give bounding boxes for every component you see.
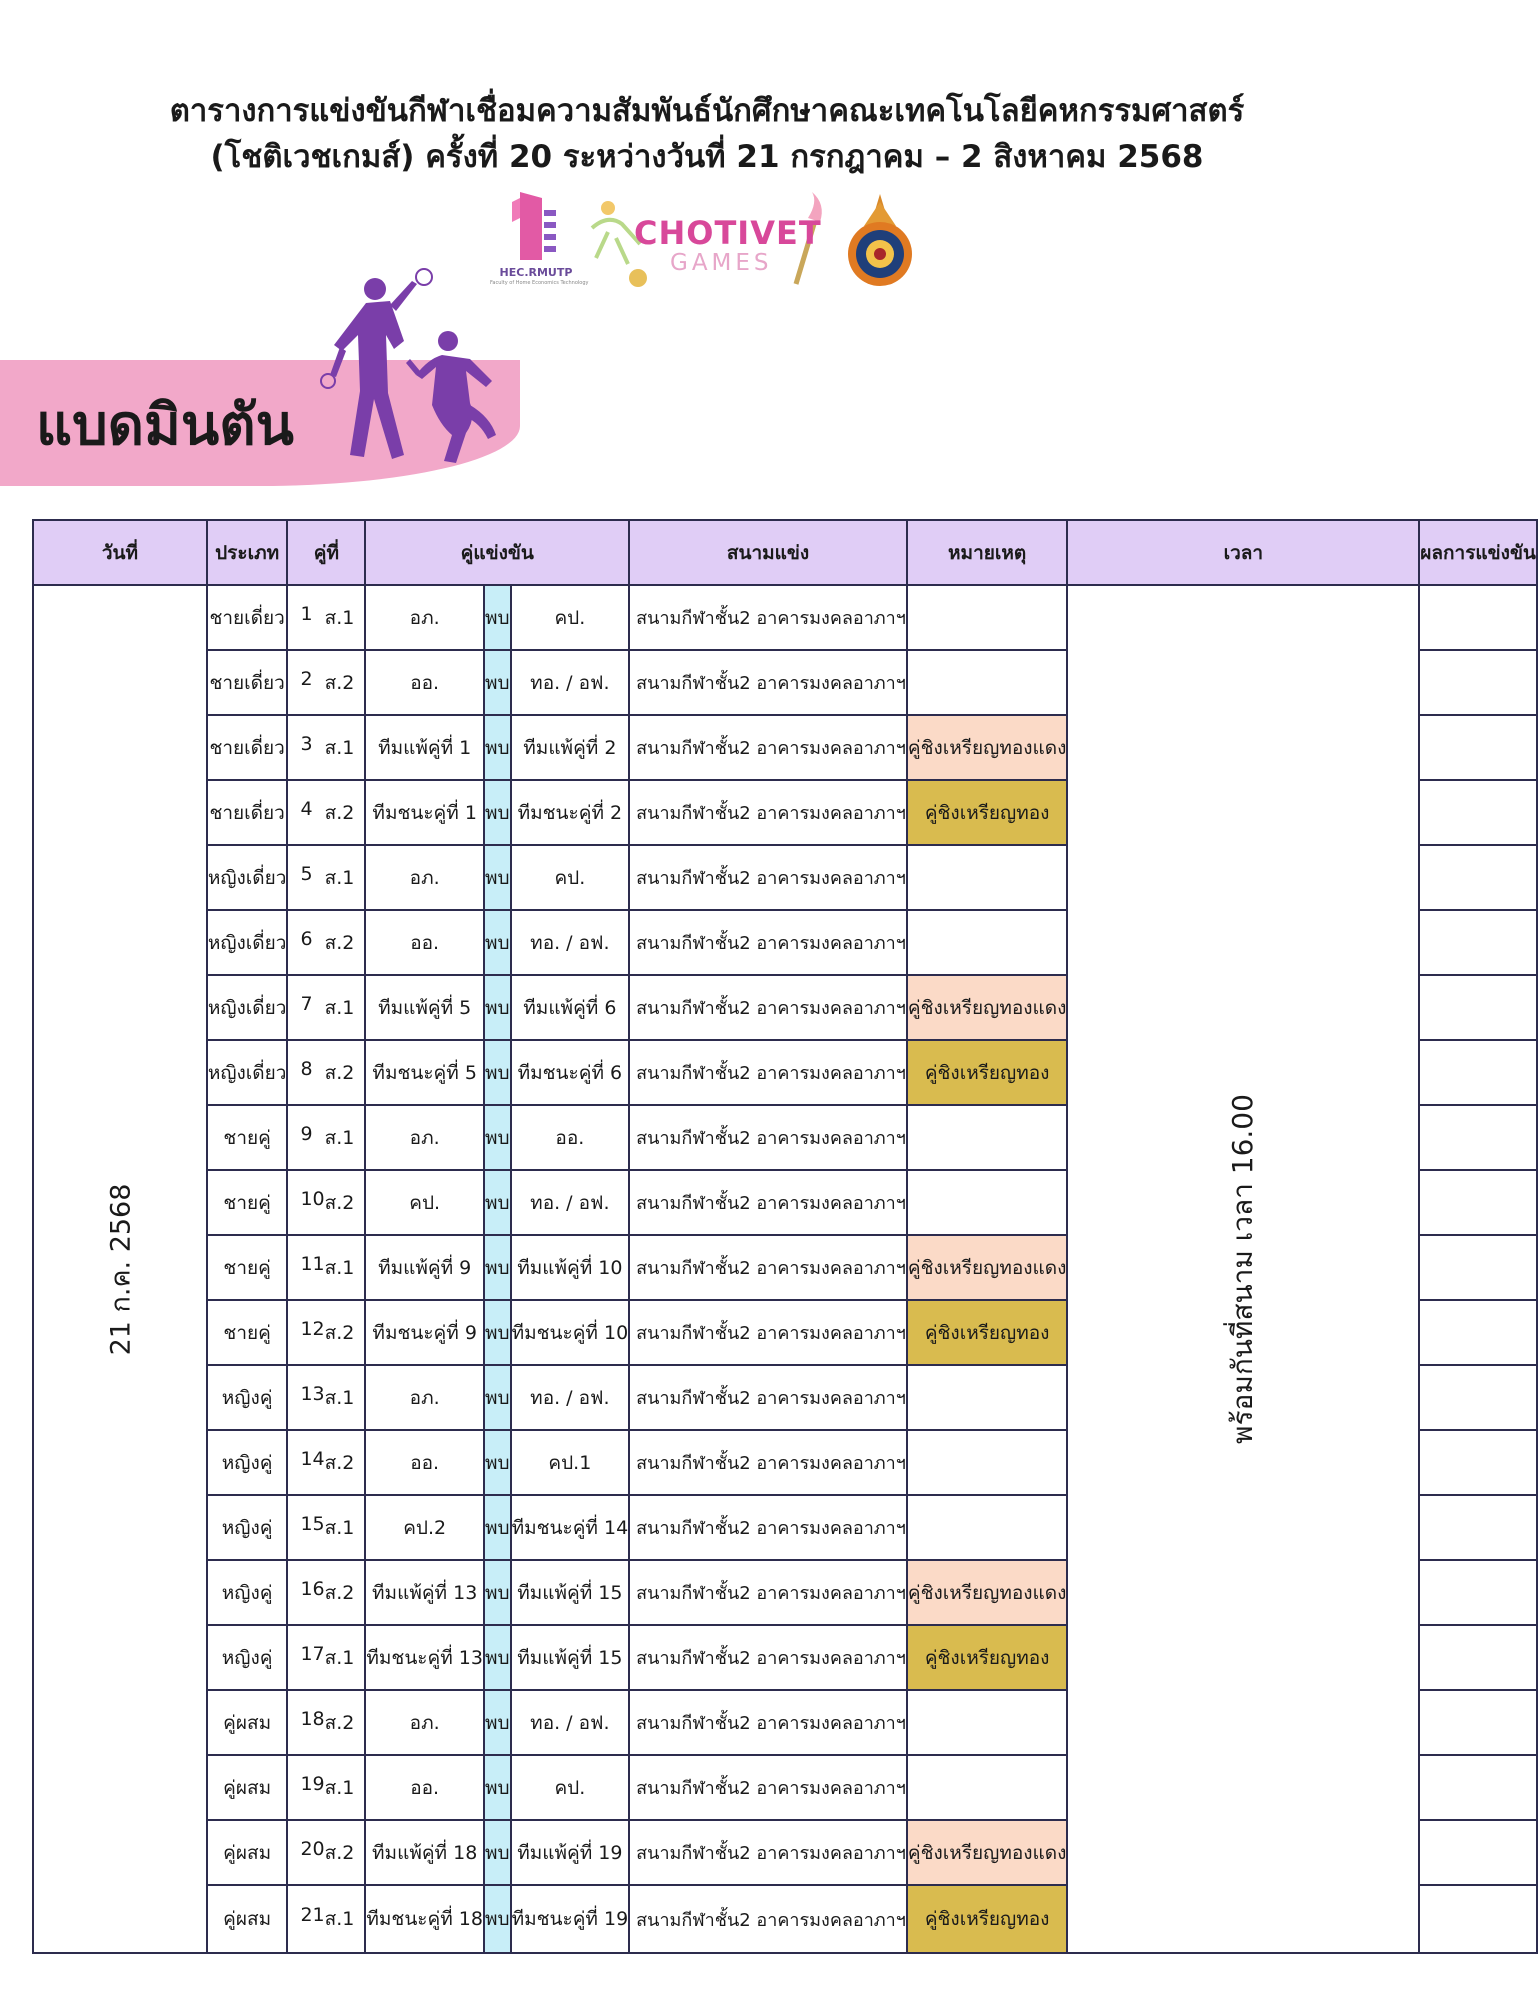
vs-cell: พบ	[484, 1300, 511, 1365]
note-cell	[907, 1430, 1068, 1495]
vs-cell: พบ	[484, 910, 511, 975]
team-b-cell: ทีมชนะคู่ที่ 10	[511, 1300, 630, 1365]
team-a-cell: ทีมชนะคู่ที่ 13	[365, 1625, 484, 1690]
pair-cell	[287, 1040, 365, 1105]
team-b-cell: ทอ. / อฟ.	[511, 650, 630, 715]
team-a-cell: ออ.	[365, 910, 484, 975]
team-a-cell: ทีมชนะคู่ที่ 18	[365, 1885, 484, 1953]
category-cell: หญิงเดี่ยว	[207, 910, 288, 975]
pair-cell	[287, 910, 365, 975]
pair-number: 13	[300, 1382, 325, 1405]
category-cell: หญิงคู่	[207, 1625, 288, 1690]
vs-cell: พบ	[484, 585, 511, 650]
team-b-cell: ทีมแพ้คู่ที่ 2	[511, 715, 630, 780]
result-cell[interactable]	[1419, 845, 1537, 910]
category-cell: ชายคู่	[207, 1170, 288, 1235]
team-a-cell: ทีมแพ้คู่ที่ 1	[365, 715, 484, 780]
category-cell: ชายคู่	[207, 1105, 288, 1170]
team-b-cell: ทอ. / อฟ.	[511, 1365, 630, 1430]
pair-cell	[287, 1820, 365, 1885]
pair-cell	[287, 1430, 365, 1495]
pair-number: 21	[300, 1904, 325, 1926]
team-a-cell: ออ.	[365, 1430, 484, 1495]
court-label: ส.2	[324, 1191, 355, 1214]
team-b-cell: ทีมแพ้คู่ที่ 15	[511, 1625, 630, 1690]
note-cell	[907, 650, 1068, 715]
table-row	[33, 585, 1537, 650]
pair-cell	[287, 715, 365, 780]
vs-cell: พบ	[484, 1495, 511, 1560]
pair-number: 4	[300, 797, 313, 820]
pair-number: 6	[300, 927, 313, 950]
vs-cell: พบ	[484, 1820, 511, 1885]
pair-number: 10	[300, 1187, 325, 1210]
result-cell[interactable]	[1419, 1560, 1537, 1625]
category-cell: ชายเดี่ยว	[207, 585, 288, 650]
category-cell: คู่ผสม	[207, 1885, 288, 1953]
court-label: ส.1	[324, 1646, 355, 1669]
result-cell[interactable]	[1419, 1755, 1537, 1820]
note-cell: คู่ชิงเหรียญทอง	[907, 780, 1068, 845]
venue-cell: สนามกีฬาชั้น2 อาคารมงคลอาภาฯ	[629, 1625, 907, 1690]
result-cell[interactable]	[1419, 1235, 1537, 1300]
header-note: หมายเหตุ	[907, 520, 1068, 585]
venue-cell: สนามกีฬาชั้น2 อาคารมงคลอาภาฯ	[629, 1430, 907, 1495]
team-b-cell: คป.	[511, 585, 630, 650]
venue-cell: สนามกีฬาชั้น2 อาคารมงคลอาภาฯ	[629, 715, 907, 780]
venue-cell: สนามกีฬาชั้น2 อาคารมงคลอาภาฯ	[629, 1690, 907, 1755]
logo-strip	[490, 188, 930, 298]
vs-cell: พบ	[484, 1365, 511, 1430]
vs-cell: พบ	[484, 650, 511, 715]
team-a-cell: ทีมชนะคู่ที่ 1	[365, 780, 484, 845]
note-cell	[907, 1755, 1068, 1820]
hec-logo-mark-icon	[490, 188, 582, 266]
pair-cell	[287, 1365, 365, 1430]
venue-cell: สนามกีฬาชั้น2 อาคารมงคลอาภาฯ	[629, 1235, 907, 1300]
vs-cell: พบ	[484, 780, 511, 845]
note-cell	[907, 1105, 1068, 1170]
title-line-1: ตารางการแข่งขันกีฬาเชื่อมความสัมพันธ์นักศึกษาคณะเทคโนโลยีคหกรรมศาสตร์	[169, 93, 1245, 129]
court-label: ส.2	[324, 1581, 355, 1604]
pair-cell	[287, 1625, 365, 1690]
pair-cell	[287, 1495, 365, 1560]
note-cell: คู่ชิงเหรียญทองแดง	[907, 715, 1068, 780]
pair-cell	[287, 1235, 365, 1300]
venue-cell: สนามกีฬาชั้น2 อาคารมงคลอาภาฯ	[629, 585, 907, 650]
result-cell[interactable]	[1419, 715, 1537, 780]
vs-cell: พบ	[484, 1040, 511, 1105]
page-title	[0, 88, 1414, 180]
court-label: ส.1	[324, 866, 355, 889]
court-label: ส.1	[324, 996, 355, 1019]
note-cell: คู่ชิงเหรียญทอง	[907, 1885, 1068, 1953]
result-cell[interactable]	[1419, 1105, 1537, 1170]
note-cell: คู่ชิงเหรียญทอง	[907, 1300, 1068, 1365]
note-cell	[907, 1690, 1068, 1755]
team-a-cell: ทีมชนะคู่ที่ 5	[365, 1040, 484, 1105]
team-a-cell: ทีมแพ้คู่ที่ 5	[365, 975, 484, 1040]
team-a-cell: คป.2	[365, 1495, 484, 1560]
pair-cell	[287, 1690, 365, 1755]
chotivet-games-logo	[582, 188, 832, 298]
pair-number: 16	[300, 1577, 325, 1600]
schedule-body	[33, 585, 1537, 1953]
team-a-cell: ทีมแพ้คู่ที่ 18	[365, 1820, 484, 1885]
court-label: ส.2	[324, 671, 355, 694]
venue-cell: สนามกีฬาชั้น2 อาคารมงคลอาภาฯ	[629, 1170, 907, 1235]
pair-number: 20	[300, 1837, 325, 1860]
badminton-players-icon	[320, 275, 520, 470]
venue-cell: สนามกีฬาชั้น2 อาคารมงคลอาภาฯ	[629, 1365, 907, 1430]
result-cell[interactable]	[1419, 1495, 1537, 1560]
pair-number: 2	[300, 667, 313, 690]
court-label: ส.1	[324, 1126, 355, 1149]
court-label: ส.1	[324, 1776, 355, 1799]
venue-cell: สนามกีฬาชั้น2 อาคารมงคลอาภาฯ	[629, 1755, 907, 1820]
pair-number: 11	[300, 1252, 325, 1275]
result-cell[interactable]	[1419, 1365, 1537, 1430]
team-b-cell: คป.1	[511, 1430, 630, 1495]
games-logo-word-2: GAMES	[670, 250, 773, 276]
result-cell[interactable]	[1419, 1430, 1537, 1495]
team-a-cell: อภ.	[365, 1690, 484, 1755]
category-cell: ชายเดี่ยว	[207, 780, 288, 845]
category-cell: คู่ผสม	[207, 1820, 288, 1885]
category-cell: ชายคู่	[207, 1235, 288, 1300]
games-logo-word-1: CHOTIVET	[634, 214, 822, 252]
vs-cell: พบ	[484, 1625, 511, 1690]
vs-cell: พบ	[484, 1105, 511, 1170]
hec-rmutp-logo	[490, 188, 589, 288]
result-cell[interactable]	[1419, 910, 1537, 975]
team-b-cell: ทอ. / อฟ.	[511, 1170, 630, 1235]
vs-cell: พบ	[484, 1560, 511, 1625]
note-cell: คู่ชิงเหรียญทองแดง	[907, 1820, 1068, 1885]
venue-cell: สนามกีฬาชั้น2 อาคารมงคลอาภาฯ	[629, 1105, 907, 1170]
category-cell: หญิงคู่	[207, 1430, 288, 1495]
vs-cell: พบ	[484, 1235, 511, 1300]
court-label: ส.1	[324, 1516, 355, 1539]
result-cell[interactable]	[1419, 1170, 1537, 1235]
team-b-cell: ทีมแพ้คู่ที่ 6	[511, 975, 630, 1040]
category-cell: คู่ผสม	[207, 1690, 288, 1755]
team-a-cell: อภ.	[365, 1365, 484, 1430]
result-cell[interactable]	[1419, 975, 1537, 1040]
team-b-cell: ทีมชนะคู่ที่ 14	[511, 1495, 630, 1560]
team-a-cell: อภ.	[365, 585, 484, 650]
note-cell	[907, 1495, 1068, 1560]
table-header-row	[33, 520, 1537, 585]
court-label: ส.1	[324, 606, 355, 629]
result-cell[interactable]	[1419, 780, 1537, 845]
pair-cell	[287, 845, 365, 910]
note-cell	[907, 845, 1068, 910]
hec-logo-subcaption: Faculty of Home Economics Technology	[490, 280, 589, 286]
pair-number: 12	[300, 1317, 325, 1340]
header-date: วันที่	[33, 520, 207, 585]
header-time: เวลา	[1067, 520, 1419, 585]
category-cell: หญิงเดี่ยว	[207, 1040, 288, 1105]
note-cell: คู่ชิงเหรียญทองแดง	[907, 1560, 1068, 1625]
vs-cell: พบ	[484, 1430, 511, 1495]
result-cell[interactable]	[1419, 1625, 1537, 1690]
court-label: ส.1	[324, 1256, 355, 1279]
pair-cell	[287, 975, 365, 1040]
pair-cell	[287, 780, 365, 845]
venue-cell: สนามกีฬาชั้น2 อาคารมงคลอาภาฯ	[629, 1560, 907, 1625]
header-venue: สนามแข่ง	[629, 520, 907, 585]
pair-cell	[287, 1885, 365, 1953]
result-cell[interactable]	[1419, 585, 1537, 650]
header-pair: คู่ที่	[287, 520, 365, 585]
venue-cell: สนามกีฬาชั้น2 อาคารมงคลอาภาฯ	[629, 1820, 907, 1885]
date-cell	[33, 585, 207, 1953]
team-b-cell: ทอ. / อฟ.	[511, 1690, 630, 1755]
venue-cell: สนามกีฬาชั้น2 อาคารมงคลอาภาฯ	[629, 910, 907, 975]
category-cell: หญิงเดี่ยว	[207, 845, 288, 910]
pair-number: 5	[300, 862, 313, 885]
court-label: ส.1	[324, 736, 355, 759]
court-label: ส.2	[324, 1711, 355, 1734]
vs-cell: พบ	[484, 1690, 511, 1755]
court-label: ส.2	[324, 1321, 355, 1344]
category-cell: ชายเดี่ยว	[207, 650, 288, 715]
time-cell	[1067, 585, 1419, 1953]
court-label: ส.2	[324, 1061, 355, 1084]
vs-cell: พบ	[484, 1755, 511, 1820]
venue-cell: สนามกีฬาชั้น2 อาคารมงคลอาภาฯ	[629, 1495, 907, 1560]
note-cell	[907, 1170, 1068, 1235]
team-b-cell: ทีมแพ้คู่ที่ 10	[511, 1235, 630, 1300]
category-cell: หญิงคู่	[207, 1560, 288, 1625]
court-label: ส.2	[324, 931, 355, 954]
vs-cell: พบ	[484, 715, 511, 780]
result-cell[interactable]	[1419, 1690, 1537, 1755]
category-cell: ชายคู่	[207, 1300, 288, 1365]
pair-cell	[287, 1755, 365, 1820]
team-a-cell: อภ.	[365, 1105, 484, 1170]
team-b-cell: คป.	[511, 1755, 630, 1820]
team-b-cell: คป.	[511, 845, 630, 910]
venue-cell: สนามกีฬาชั้น2 อาคารมงคลอาภาฯ	[629, 1885, 907, 1953]
court-label: ส.1	[324, 1386, 355, 1409]
header-category: ประเภท	[207, 520, 288, 585]
venue-cell: สนามกีฬาชั้น2 อาคารมงคลอาภาฯ	[629, 650, 907, 715]
team-b-cell: ทีมแพ้คู่ที่ 19	[511, 1820, 630, 1885]
category-cell: หญิงเดี่ยว	[207, 975, 288, 1040]
result-cell[interactable]	[1419, 1820, 1537, 1885]
team-b-cell: ทีมชนะคู่ที่ 2	[511, 780, 630, 845]
team-b-cell: ทีมชนะคู่ที่ 6	[511, 1040, 630, 1105]
university-emblem-icon	[840, 192, 920, 292]
vs-cell: พบ	[484, 1885, 511, 1953]
hec-logo-caption: HEC.RMUTP	[499, 266, 573, 279]
venue-cell: สนามกีฬาชั้น2 อาคารมงคลอาภาฯ	[629, 1300, 907, 1365]
pair-cell	[287, 1300, 365, 1365]
court-label: ส.2	[324, 1451, 355, 1474]
team-a-cell: ทีมแพ้คู่ที่ 9	[365, 1235, 484, 1300]
note-cell	[907, 585, 1068, 650]
team-b-cell: ทีมชนะคู่ที่ 19	[511, 1885, 630, 1953]
pair-number: 17	[300, 1642, 325, 1665]
team-a-cell: อภ.	[365, 845, 484, 910]
category-cell: คู่ผสม	[207, 1755, 288, 1820]
team-a-cell: ออ.	[365, 1755, 484, 1820]
sport-title: แบดมินตัน	[36, 392, 294, 458]
pair-cell	[287, 650, 365, 715]
header-competitors: คู่แข่งขัน	[365, 520, 629, 585]
court-label: ส.1	[324, 1908, 355, 1930]
team-b-cell: ออ.	[511, 1105, 630, 1170]
pair-cell	[287, 1560, 365, 1625]
time-note: พร้อมกันที่สนาม เวลา 16.00	[1226, 1094, 1260, 1444]
pair-cell	[287, 585, 365, 650]
pair-number: 19	[300, 1772, 325, 1795]
result-cell[interactable]	[1419, 1040, 1537, 1105]
category-cell: หญิงคู่	[207, 1365, 288, 1430]
result-cell[interactable]	[1419, 650, 1537, 715]
venue-cell: สนามกีฬาชั้น2 อาคารมงคลอาภาฯ	[629, 780, 907, 845]
note-cell: คู่ชิงเหรียญทองแดง	[907, 1235, 1068, 1300]
team-b-cell: ทอ. / อฟ.	[511, 910, 630, 975]
pair-cell	[287, 1105, 365, 1170]
pair-number: 7	[300, 992, 313, 1015]
note-cell	[907, 1365, 1068, 1430]
team-a-cell: คป.	[365, 1170, 484, 1235]
venue-cell: สนามกีฬาชั้น2 อาคารมงคลอาภาฯ	[629, 1040, 907, 1105]
note-cell: คู่ชิงเหรียญทอง	[907, 1625, 1068, 1690]
venue-cell: สนามกีฬาชั้น2 อาคารมงคลอาภาฯ	[629, 845, 907, 910]
rmutp-emblem	[840, 192, 920, 292]
court-label: ส.2	[324, 1841, 355, 1864]
team-b-cell: ทีมแพ้คู่ที่ 15	[511, 1560, 630, 1625]
pair-cell	[287, 1170, 365, 1235]
pair-number: 1	[300, 602, 313, 625]
vs-cell: พบ	[484, 1170, 511, 1235]
result-cell[interactable]	[1419, 1885, 1537, 1953]
note-cell	[907, 910, 1068, 975]
venue-cell: สนามกีฬาชั้น2 อาคารมงคลอาภาฯ	[629, 975, 907, 1040]
team-a-cell: ทีมชนะคู่ที่ 9	[365, 1300, 484, 1365]
pair-number: 18	[300, 1707, 325, 1730]
schedule-table	[32, 519, 1538, 1954]
pair-number: 9	[300, 1122, 313, 1145]
court-label: ส.2	[324, 801, 355, 824]
header-result: ผลการแข่งขัน	[1419, 520, 1537, 585]
note-cell: คู่ชิงเหรียญทองแดง	[907, 975, 1068, 1040]
title-line-2: (โชติเวชเกมส์) ครั้งที่ 20 ระหว่างวันที่ 21 กรกฎาคม – 2 สิงหาคม 2568	[210, 139, 1204, 175]
category-cell: หญิงคู่	[207, 1495, 288, 1560]
pair-number: 8	[300, 1057, 313, 1080]
vs-cell: พบ	[484, 845, 511, 910]
pair-number: 15	[300, 1512, 325, 1535]
match-date: 21 ก.ค. 2568	[105, 1183, 137, 1355]
team-a-cell: ออ.	[365, 650, 484, 715]
note-cell: คู่ชิงเหรียญทอง	[907, 1040, 1068, 1105]
vs-cell: พบ	[484, 975, 511, 1040]
category-cell: ชายเดี่ยว	[207, 715, 288, 780]
result-cell[interactable]	[1419, 1300, 1537, 1365]
pair-number: 3	[300, 732, 313, 755]
team-a-cell: ทีมแพ้คู่ที่ 13	[365, 1560, 484, 1625]
pair-number: 14	[300, 1447, 325, 1470]
